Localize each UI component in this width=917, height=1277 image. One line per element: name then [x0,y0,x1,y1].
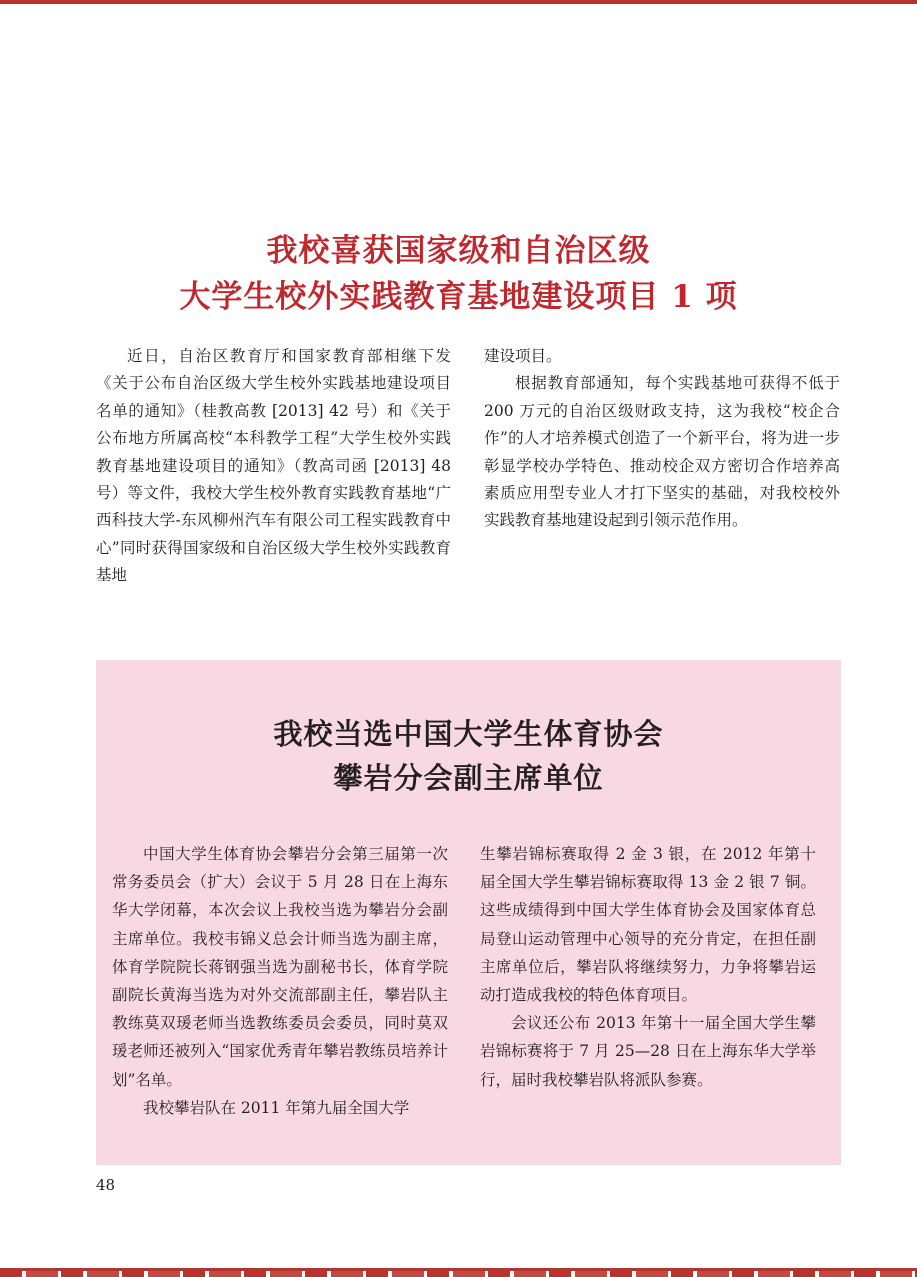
article2-title-line2: 攀岩分会副主席单位 [333,761,604,795]
article1-title-line2: 大学生校外实践教育基地建设项目 1 项 [179,279,738,315]
article2-paragraph-1: 中国大学生体育协会攀岩分会第三届第一次常务委员会（扩大）会议于 5 月 28 日在上海东华大学闭幕，本次会议上我校当选为攀岩分会副主席单位。我校韦锦义总会计师当选为副主席，体育学院院长蒋钢强当选为副秘书长，体育学院副院长黄海当选为对外交流部副主任，攀岩队主教练莫双瑗老师当选教练委员会委员，同时莫双瑗老师还被列入“国家优秀青年攀岩教练员培养计划”名单。 [112,845,448,1089]
article2-title [96,712,841,800]
article1-paragraph-2: 根据教育部通知，每个实践基地可获得不低于 200 万元的自治区级财政支持，这为我校“校企合作”的人才培养模式创造了一个新平台，将为进一步彰显学校办学特色、推动校企双方密切合作培养高素质应用型专业人才打下坚实的基础，对我校校外实践教育基地建设起到引领示范作用。 [484,374,840,530]
article1-title [90,228,827,320]
article1-paragraph-1-continued: 建设项目。 [484,347,562,365]
article2-paragraph-2-continued: 生攀岩锦标赛取得 2 金 3 银，在 2012 年第十届全国大学生攀岩锦标赛取得 13 金 2 银 7 铜。这些成绩得到中国大学生体育协会及国家体育总局登山运动管理中心领导的充分肯定，在担任副主席单位后，攀岩队将继续努力，力争将攀岩运动打造成我校的特色体育项目。 [480,845,816,1005]
article2-paragraph-3: 会议还公布 2013 年第十一届全国大学生攀岩锦标赛将于 7 月 25—28 日在上海东华大学举行，届时我校攀岩队将派队参赛。 [480,1014,816,1089]
top-decorative-rule [0,0,917,4]
article2-right-column [480,840,816,1094]
article1-left-column [96,343,451,590]
article1-paragraph-1: 近日，自治区教育厅和国家教育部相继下发《关于公布自治区级大学生校外实践基地建设项目名单的通知》（桂教高教 [2013] 42 号）和《关于公布地方所属高校“本科教学工程”大学生校外实践教育基地建设项目的通知》（教高司函 [2013] 48 号）等文件，我校大学生校外教育实践教育基地“广西科技大学-东风柳州汽车有限公司工程实践教育中心”同时获得国家级和自治区级大学生校外实践教育基地 [96,347,451,585]
article1-title-line1: 我校喜获国家级和自治区级 [266,233,651,269]
bottom-decorative-rule [0,1268,917,1277]
article2-paragraph-2: 我校攀岩队在 2011 年第九届全国大学 [143,1098,410,1117]
article2-left-column [112,840,448,1122]
article2-title-line1: 我校当选中国大学生体育协会 [273,717,664,751]
article1-right-column [484,343,840,535]
page-number: 48 [96,1176,116,1194]
